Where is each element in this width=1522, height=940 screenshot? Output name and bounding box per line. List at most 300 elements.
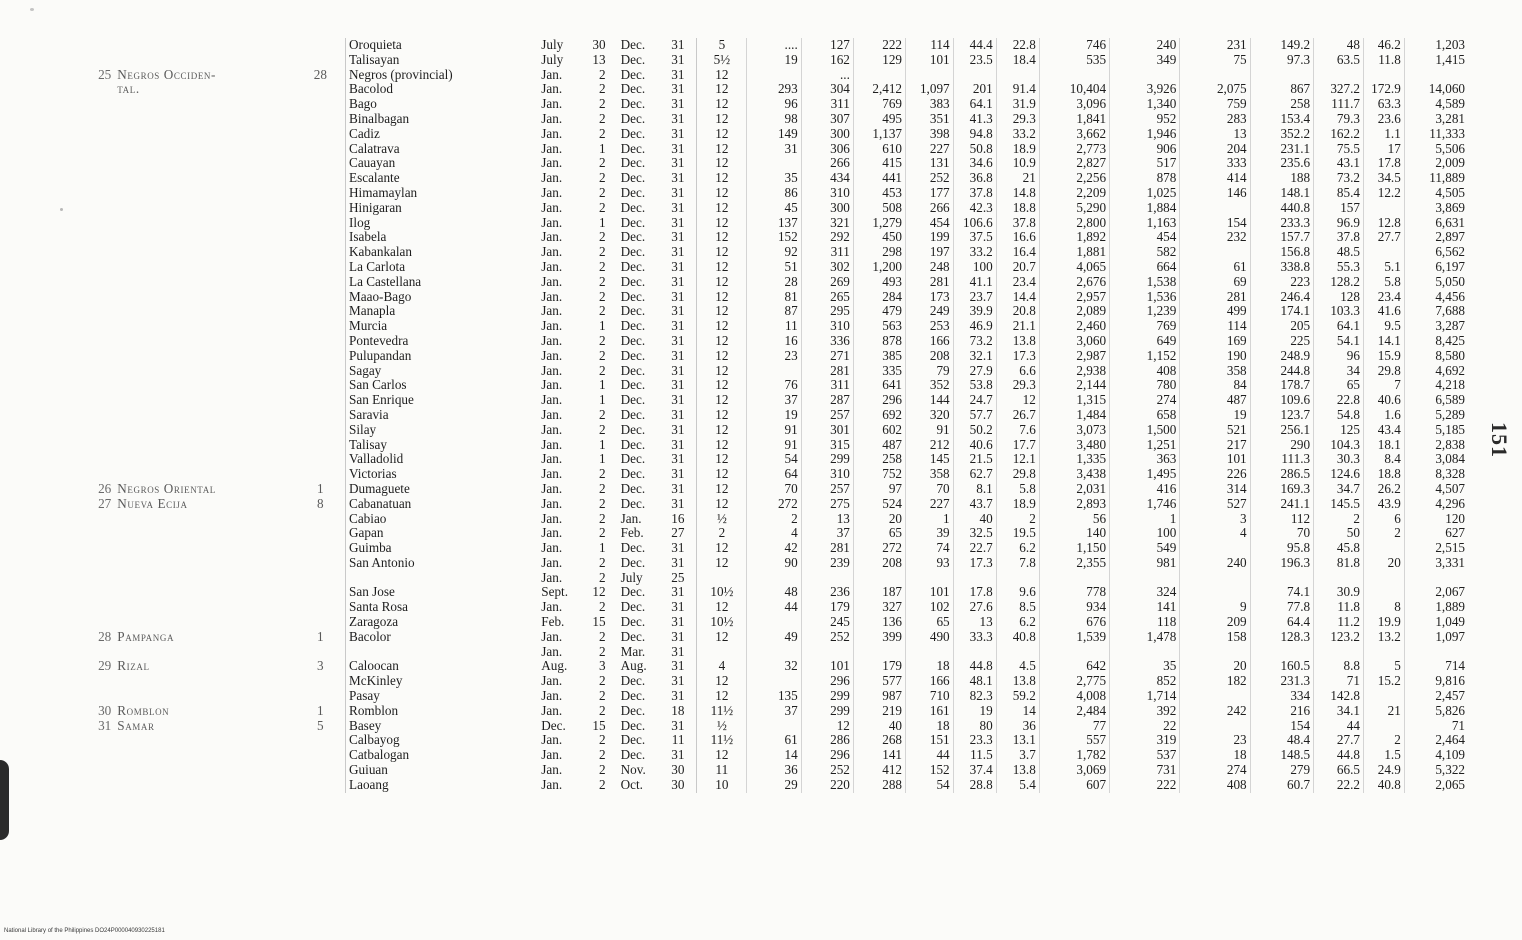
period-from-month: Jan. xyxy=(541,481,563,496)
value-cell-6: 21 xyxy=(996,171,1039,186)
period-from-month: Jan. xyxy=(541,141,563,156)
table-row xyxy=(78,275,1468,290)
row-number xyxy=(78,645,114,660)
value-cell-10: 440.8 xyxy=(1250,201,1313,216)
province-name xyxy=(114,156,295,171)
table-row xyxy=(78,68,1468,83)
value-cell-7: 2,775 xyxy=(1039,674,1109,689)
value-cell-7: 1,892 xyxy=(1039,230,1109,245)
municipality-count xyxy=(296,201,346,216)
months-count: 11 xyxy=(697,763,747,778)
value-cell-4: 91 xyxy=(906,423,954,438)
months-count: 12 xyxy=(697,689,747,704)
value-cell-5: 21.5 xyxy=(953,452,996,467)
value-cell-8: 906 xyxy=(1110,142,1180,157)
period-from-month: Jan. xyxy=(541,452,563,467)
value-cell-7: 2,800 xyxy=(1039,216,1109,231)
months-count: 12 xyxy=(697,467,747,482)
value-cell-12: 1.5 xyxy=(1363,748,1404,763)
months-count: 12 xyxy=(697,364,747,379)
province-name xyxy=(114,245,295,260)
row-number xyxy=(78,438,114,453)
table-row xyxy=(78,82,1468,97)
value-cell-13: 6,631 xyxy=(1404,216,1468,231)
table-row xyxy=(78,364,1468,379)
value-cell-5: 23.3 xyxy=(953,733,996,748)
municipality-name: Laoang xyxy=(349,777,389,792)
value-cell-9: 333 xyxy=(1180,156,1250,171)
row-number xyxy=(78,319,114,334)
period-from-day: 1 xyxy=(599,141,606,156)
value-cell-5: 64.1 xyxy=(953,97,996,112)
period-to-day: 31 xyxy=(671,111,685,126)
value-cell-7: 557 xyxy=(1039,733,1109,748)
value-cell-7: 1,315 xyxy=(1039,393,1109,408)
value-cell-2: 300 xyxy=(801,127,853,142)
municipality-count xyxy=(296,615,346,630)
period-to-month: Dec. xyxy=(620,319,646,334)
municipality-name: Pulupandan xyxy=(349,348,412,363)
value-cell-9: 75 xyxy=(1180,53,1250,68)
period-to-day: 31 xyxy=(671,541,685,556)
value-cell-13 xyxy=(1404,645,1468,660)
municipality-name: Caloocan xyxy=(349,659,399,674)
value-cell-6: 18.9 xyxy=(996,142,1039,157)
value-cell-2: 265 xyxy=(801,290,853,305)
municipality-count xyxy=(296,216,346,231)
value-cell-9 xyxy=(1180,541,1250,556)
period-from-month: Dec. xyxy=(541,718,566,733)
period-from-month: Jan. xyxy=(541,378,563,393)
municipality-name: Murcia xyxy=(349,319,388,334)
row-number xyxy=(78,364,114,379)
row-number xyxy=(78,467,114,482)
value-cell-7: 3,438 xyxy=(1039,467,1109,482)
value-cell-13: 5,506 xyxy=(1404,142,1468,157)
page-number xyxy=(1484,410,1514,470)
municipality-name: La Castellana xyxy=(349,274,422,289)
value-cell-13: 5,289 xyxy=(1404,408,1468,423)
period-from-month: Jan. xyxy=(541,363,563,378)
value-cell-9: 61 xyxy=(1180,260,1250,275)
period-to-day: 31 xyxy=(671,407,685,422)
value-cell-9: 169 xyxy=(1180,334,1250,349)
period-to-day: 30 xyxy=(671,777,685,792)
value-cell-3: 479 xyxy=(853,304,905,319)
value-cell-4: 208 xyxy=(906,349,954,364)
value-cell-5: 28.8 xyxy=(953,778,996,793)
value-cell-8: 1,251 xyxy=(1110,438,1180,453)
period-to-day: 31 xyxy=(671,748,685,763)
period-to-month: Dec. xyxy=(620,289,646,304)
value-cell-3: 222 xyxy=(853,38,905,53)
value-cell-9: 101 xyxy=(1180,452,1250,467)
value-cell-3: 288 xyxy=(853,778,905,793)
value-cell-8 xyxy=(1110,68,1180,83)
value-cell-6: 26.7 xyxy=(996,408,1039,423)
value-cell-11: 45.8 xyxy=(1314,541,1364,556)
months-count: 12 xyxy=(697,156,747,171)
value-cell-13: 4,296 xyxy=(1404,497,1468,512)
value-cell-2: 287 xyxy=(801,393,853,408)
value-cell-5: 37.5 xyxy=(953,230,996,245)
value-cell-1 xyxy=(747,571,801,586)
value-cell-12: 24.9 xyxy=(1363,763,1404,778)
row-number xyxy=(78,142,114,157)
table-row xyxy=(78,778,1468,793)
period-from-day: 2 xyxy=(599,363,606,378)
value-cell-9: 182 xyxy=(1180,674,1250,689)
province-name xyxy=(114,763,295,778)
value-cell-13: 2,897 xyxy=(1404,230,1468,245)
value-cell-12: 8 xyxy=(1363,600,1404,615)
value-cell-13: 4,456 xyxy=(1404,290,1468,305)
months-count: 12 xyxy=(697,201,747,216)
value-cell-7: 535 xyxy=(1039,53,1109,68)
value-cell-4: 65 xyxy=(906,615,954,630)
value-cell-13: 627 xyxy=(1404,526,1468,541)
municipality-name: Binalbagan xyxy=(349,111,410,126)
value-cell-7: 3,480 xyxy=(1039,438,1109,453)
province-name xyxy=(114,127,295,142)
value-cell-6: 5.4 xyxy=(996,778,1039,793)
period-to-month: Feb. xyxy=(620,526,644,541)
value-cell-12: 46.2 xyxy=(1363,38,1404,53)
row-number: 27 xyxy=(98,496,112,511)
value-cell-13 xyxy=(1404,68,1468,83)
period-to-day: 31 xyxy=(671,126,685,141)
value-cell-2: 266 xyxy=(801,156,853,171)
table-row xyxy=(78,571,1468,586)
value-cell-10: 153.4 xyxy=(1250,112,1313,127)
municipality-count xyxy=(296,82,346,97)
province-name xyxy=(114,748,295,763)
period-from-month: Jan. xyxy=(541,437,563,452)
value-cell-1: 14 xyxy=(747,748,801,763)
province-name xyxy=(114,452,295,467)
period-to-day: 31 xyxy=(671,452,685,467)
value-cell-7: 1,841 xyxy=(1039,112,1109,127)
municipality-name: Catbalogan xyxy=(349,748,410,763)
period-to-month: Dec. xyxy=(620,467,646,482)
period-from-day: 1 xyxy=(599,437,606,452)
value-cell-4: 227 xyxy=(906,142,954,157)
value-cell-5: 17.3 xyxy=(953,556,996,571)
value-cell-8: 240 xyxy=(1110,38,1180,53)
table-row xyxy=(78,393,1468,408)
value-cell-3: 524 xyxy=(853,497,905,512)
value-cell-11: 85.4 xyxy=(1314,186,1364,201)
period-to-day: 18 xyxy=(671,703,685,718)
period-from-month: Jan. xyxy=(541,763,563,778)
value-cell-11: 71 xyxy=(1314,674,1364,689)
table-row xyxy=(78,423,1468,438)
value-cell-1: 91 xyxy=(747,438,801,453)
period-from-day: 1 xyxy=(599,393,606,408)
value-cell-12: 13.2 xyxy=(1363,630,1404,645)
value-cell-9 xyxy=(1180,571,1250,586)
value-cell-2: 236 xyxy=(801,585,853,600)
municipality-count xyxy=(296,245,346,260)
period-from-day: 2 xyxy=(599,748,606,763)
value-cell-3: 752 xyxy=(853,467,905,482)
value-cell-13: 6,197 xyxy=(1404,260,1468,275)
value-cell-13: 2,464 xyxy=(1404,733,1468,748)
value-cell-3: 415 xyxy=(853,156,905,171)
value-cell-5: 39.9 xyxy=(953,304,996,319)
row-number xyxy=(78,171,114,186)
table-row xyxy=(78,245,1468,260)
province-name xyxy=(114,142,295,157)
value-cell-13: 1,415 xyxy=(1404,53,1468,68)
value-cell-7: 2,676 xyxy=(1039,275,1109,290)
value-cell-11: 44 xyxy=(1314,719,1364,734)
value-cell-5 xyxy=(953,645,996,660)
municipality-count xyxy=(296,156,346,171)
value-cell-11: 22.2 xyxy=(1314,778,1364,793)
municipality-name: Talisayan xyxy=(349,52,400,67)
value-cell-1: 90 xyxy=(747,556,801,571)
value-cell-9: 20 xyxy=(1180,659,1250,674)
province-name xyxy=(114,778,295,793)
value-cell-6: 19.5 xyxy=(996,526,1039,541)
period-to-month: Dec. xyxy=(620,703,646,718)
period-to-month: Dec. xyxy=(620,437,646,452)
period-to-day: 31 xyxy=(671,585,685,600)
row-number xyxy=(78,585,114,600)
table-row xyxy=(78,112,1468,127)
value-cell-2: 321 xyxy=(801,216,853,231)
value-cell-6: 16.6 xyxy=(996,230,1039,245)
value-cell-13: 3,287 xyxy=(1404,319,1468,334)
period-to-day: 31 xyxy=(671,422,685,437)
province-name: Negros Occiden- xyxy=(117,67,217,82)
municipality-name: Pasay xyxy=(349,689,380,704)
table-row xyxy=(78,97,1468,112)
value-cell-3: 129 xyxy=(853,53,905,68)
value-cell-2: 299 xyxy=(801,704,853,719)
value-cell-1: 48 xyxy=(747,585,801,600)
value-cell-3: 602 xyxy=(853,423,905,438)
value-cell-7: 2,209 xyxy=(1039,186,1109,201)
value-cell-13 xyxy=(1404,571,1468,586)
value-cell-10: 174.1 xyxy=(1250,304,1313,319)
value-cell-10: 225 xyxy=(1250,334,1313,349)
value-cell-3: 97 xyxy=(853,482,905,497)
months-count: 12 xyxy=(697,290,747,305)
value-cell-6: 13.8 xyxy=(996,763,1039,778)
row-number xyxy=(78,334,114,349)
value-cell-7: 2,987 xyxy=(1039,349,1109,364)
months-count: 12 xyxy=(697,674,747,689)
row-number xyxy=(78,260,114,275)
table-row xyxy=(78,408,1468,423)
value-cell-9: 521 xyxy=(1180,423,1250,438)
row-number xyxy=(78,733,114,748)
value-cell-13: 4,692 xyxy=(1404,364,1468,379)
municipality-name: Basey xyxy=(349,718,382,733)
value-cell-2: 162 xyxy=(801,53,853,68)
period-to-day: 16 xyxy=(671,511,685,526)
period-from-day: 2 xyxy=(599,111,606,126)
municipality-count xyxy=(296,38,346,53)
value-cell-5: 50.2 xyxy=(953,423,996,438)
value-cell-4: 199 xyxy=(906,230,954,245)
value-cell-4: 454 xyxy=(906,216,954,231)
value-cell-13: 2,067 xyxy=(1404,585,1468,600)
value-cell-3: 141 xyxy=(853,748,905,763)
value-cell-10: 77.8 xyxy=(1250,600,1313,615)
value-cell-5: 100 xyxy=(953,260,996,275)
value-cell-5: 32.5 xyxy=(953,526,996,541)
value-cell-12: 5.8 xyxy=(1363,275,1404,290)
value-cell-12: 17.8 xyxy=(1363,156,1404,171)
province-name xyxy=(114,290,295,305)
value-cell-13: 9,816 xyxy=(1404,674,1468,689)
value-cell-1: 137 xyxy=(747,216,801,231)
period-from-month: Jan. xyxy=(541,215,563,230)
municipality-count xyxy=(296,319,346,334)
period-from-day: 2 xyxy=(599,763,606,778)
value-cell-10: 74.1 xyxy=(1250,585,1313,600)
row-number xyxy=(78,216,114,231)
period-to-month: Dec. xyxy=(620,215,646,230)
value-cell-1: 54 xyxy=(747,452,801,467)
value-cell-11: 81.8 xyxy=(1314,556,1364,571)
scan-edge-shadow xyxy=(0,760,9,840)
municipality-name: Isabela xyxy=(349,230,387,245)
value-cell-8: 1,163 xyxy=(1110,216,1180,231)
value-cell-6: 13.1 xyxy=(996,733,1039,748)
period-to-day: 31 xyxy=(671,689,685,704)
period-to-month: Dec. xyxy=(620,185,646,200)
period-to-month: Dec. xyxy=(620,689,646,704)
value-cell-4 xyxy=(906,68,954,83)
value-cell-13: 2,457 xyxy=(1404,689,1468,704)
value-cell-12: 19.9 xyxy=(1363,615,1404,630)
row-number xyxy=(78,275,114,290)
province-name xyxy=(114,526,295,541)
value-cell-9: 314 xyxy=(1180,482,1250,497)
value-cell-4: 145 xyxy=(906,452,954,467)
municipality-name: Victorias xyxy=(349,467,397,482)
period-to-day: 30 xyxy=(671,763,685,778)
value-cell-10: 112 xyxy=(1250,512,1313,527)
province-name xyxy=(114,541,295,556)
value-cell-13: 2,515 xyxy=(1404,541,1468,556)
table-row xyxy=(78,482,1468,497)
value-cell-8: 1,239 xyxy=(1110,304,1180,319)
value-cell-6: 13.8 xyxy=(996,674,1039,689)
value-cell-9: 19 xyxy=(1180,408,1250,423)
value-cell-11: 48.5 xyxy=(1314,245,1364,260)
value-cell-13: 4,507 xyxy=(1404,482,1468,497)
row-number xyxy=(78,82,114,97)
province-name xyxy=(114,171,295,186)
period-from-month: Jan. xyxy=(541,733,563,748)
municipality-count xyxy=(296,438,346,453)
value-cell-4: 44 xyxy=(906,748,954,763)
value-cell-8: 416 xyxy=(1110,482,1180,497)
months-count: 10 xyxy=(697,778,747,793)
value-cell-6: 14.4 xyxy=(996,290,1039,305)
table-row xyxy=(78,467,1468,482)
table-row xyxy=(78,556,1468,571)
value-cell-2: 302 xyxy=(801,260,853,275)
value-cell-1: 293 xyxy=(747,82,801,97)
value-cell-7: 2,355 xyxy=(1039,556,1109,571)
value-cell-9: 84 xyxy=(1180,378,1250,393)
value-cell-2: 13 xyxy=(801,512,853,527)
period-from-day: 2 xyxy=(599,289,606,304)
value-cell-13: 11,333 xyxy=(1404,127,1468,142)
value-cell-4: 490 xyxy=(906,630,954,645)
period-from-month: Jan. xyxy=(541,97,563,112)
value-cell-11: 63.5 xyxy=(1314,53,1364,68)
value-cell-5: 32.1 xyxy=(953,349,996,364)
period-from-month: Jan. xyxy=(541,319,563,334)
value-cell-3: 268 xyxy=(853,733,905,748)
value-cell-8: 141 xyxy=(1110,600,1180,615)
value-cell-13: 2,009 xyxy=(1404,156,1468,171)
value-cell-13: 8,580 xyxy=(1404,349,1468,364)
value-cell-6: 18.8 xyxy=(996,201,1039,216)
value-cell-10 xyxy=(1250,571,1313,586)
value-cell-2: 37 xyxy=(801,526,853,541)
value-cell-11: 44.8 xyxy=(1314,748,1364,763)
municipality-name: Kabankalan xyxy=(349,245,413,260)
value-cell-7: 2,957 xyxy=(1039,290,1109,305)
municipality-name: Santa Rosa xyxy=(349,600,409,615)
period-from-day: 2 xyxy=(599,156,606,171)
value-cell-10: 258 xyxy=(1250,97,1313,112)
province-name xyxy=(114,378,295,393)
period-to-month: Dec. xyxy=(620,38,646,52)
row-number xyxy=(78,452,114,467)
value-cell-7: 3,069 xyxy=(1039,763,1109,778)
value-cell-12: 40.8 xyxy=(1363,778,1404,793)
period-from-month: Jan. xyxy=(541,348,563,363)
municipality-name: Saravia xyxy=(349,407,389,422)
value-cell-1: 42 xyxy=(747,541,801,556)
value-cell-9: 114 xyxy=(1180,319,1250,334)
value-cell-9: 414 xyxy=(1180,171,1250,186)
value-cell-10: 290 xyxy=(1250,438,1313,453)
municipality-count xyxy=(296,748,346,763)
period-to-month: Dec. xyxy=(620,200,646,215)
period-from-day: 2 xyxy=(599,407,606,422)
value-cell-1: 92 xyxy=(747,245,801,260)
period-to-day: 31 xyxy=(671,555,685,570)
value-cell-1: .... xyxy=(747,38,801,53)
municipality-count: 1 xyxy=(296,482,346,497)
municipality-name: Guimba xyxy=(349,541,392,556)
period-from-day: 13 xyxy=(592,52,606,67)
value-cell-7: 1,539 xyxy=(1039,630,1109,645)
value-cell-12: 7 xyxy=(1363,378,1404,393)
months-count: ½ xyxy=(697,719,747,734)
municipality-count xyxy=(296,585,346,600)
value-cell-1: 91 xyxy=(747,423,801,438)
value-cell-8: 3,926 xyxy=(1110,82,1180,97)
period-to-month: Dec. xyxy=(620,126,646,141)
period-from-day: 2 xyxy=(599,274,606,289)
municipality-count xyxy=(296,290,346,305)
table-row xyxy=(78,452,1468,467)
value-cell-10: 95.8 xyxy=(1250,541,1313,556)
period-to-month: Dec. xyxy=(620,171,646,186)
value-cell-6: 20.7 xyxy=(996,260,1039,275)
